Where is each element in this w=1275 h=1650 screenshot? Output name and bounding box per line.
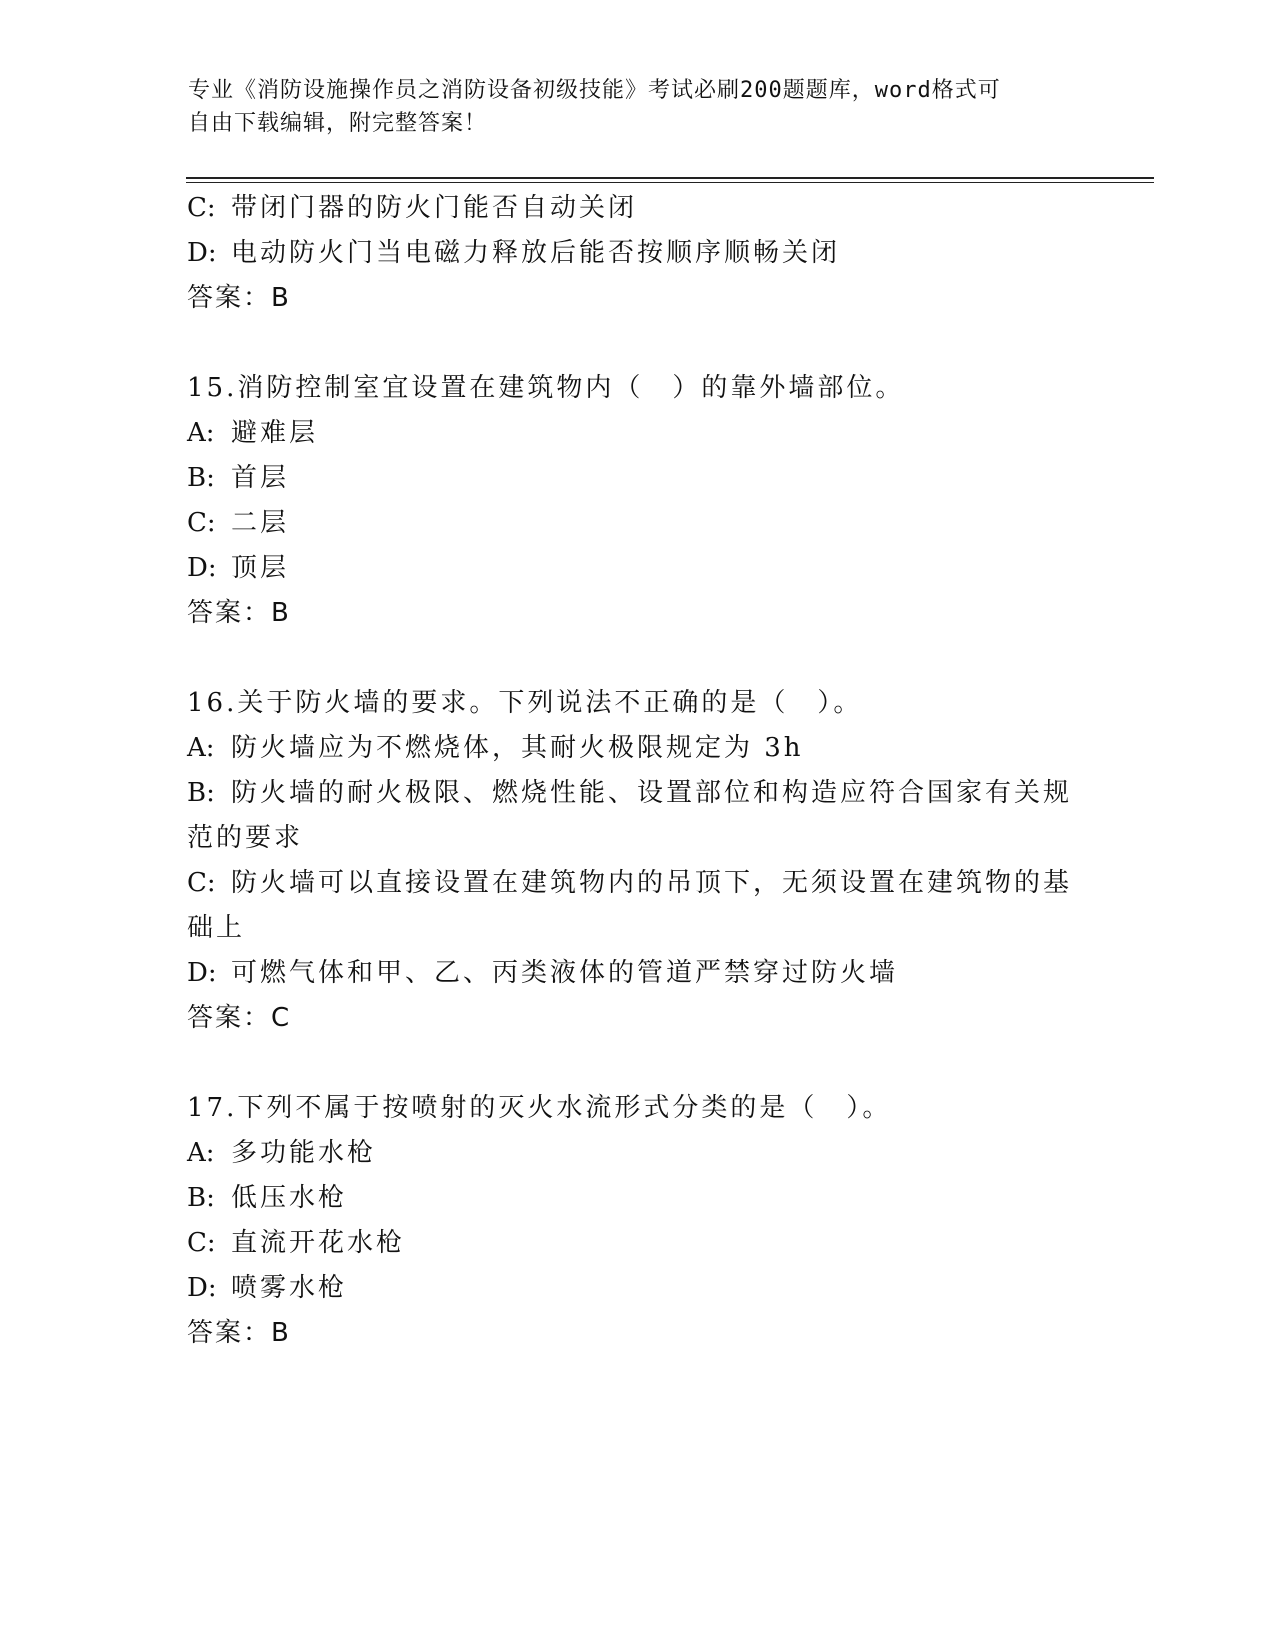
question-16-stem: 16.关于防火墙的要求。下列说法不正确的是（ ）。 [187, 688, 863, 718]
option-c-continuation: 础上 [187, 913, 246, 943]
option-d: D: 电动防火门当电磁力释放后能否按顺序顺畅关闭 [187, 238, 841, 268]
answer-line: 答案：B [187, 1318, 291, 1348]
header-divider-thin [186, 182, 1154, 183]
question-15-stem: 15.消防控制室宜设置在建筑物内（ ）的靠外墙部位。 [187, 373, 905, 403]
answer-line: 答案：B [187, 598, 291, 628]
option-a: A: 防火墙应为不燃烧体，其耐火极限规定为 3h [187, 733, 804, 763]
option-c: C: 防火墙可以直接设置在建筑物内的吊顶下，无须设置在建筑物的基 [187, 868, 1073, 898]
option-b-continuation: 范的要求 [187, 823, 304, 853]
header-divider-thick [186, 177, 1154, 179]
option-b: B: 防火墙的耐火极限、燃烧性能、设置部位和构造应符合国家有关规 [187, 778, 1073, 808]
option-c: C: 直流开花水枪 [187, 1228, 406, 1258]
option-a: A: 多功能水枪 [187, 1138, 377, 1168]
option-b: B: 首层 [187, 463, 290, 493]
header-line-1: 专业《消防设施操作员之消防设备初级技能》考试必刷200题题库，word格式可 [188, 78, 1001, 103]
option-c: C: 带闭门器的防火门能否自动关闭 [187, 193, 638, 223]
option-d: D: 顶层 [187, 553, 290, 583]
option-b: B: 低压水枪 [187, 1183, 348, 1213]
answer-line: 答案：C [187, 1003, 292, 1033]
header-line-2: 自由下载编辑，附完整答案！ [188, 111, 488, 136]
option-d: D: 可燃气体和甲、乙、丙类液体的管道严禁穿过防火墙 [187, 958, 899, 988]
option-d: D: 喷雾水枪 [187, 1273, 348, 1303]
question-17-stem: 17.下列不属于按喷射的灭火水流形式分类的是（ ）。 [187, 1093, 892, 1123]
option-a: A: 避难层 [187, 418, 319, 448]
answer-line: 答案：B [187, 283, 291, 313]
option-c: C: 二层 [187, 508, 290, 538]
document-header [188, 74, 1068, 140]
